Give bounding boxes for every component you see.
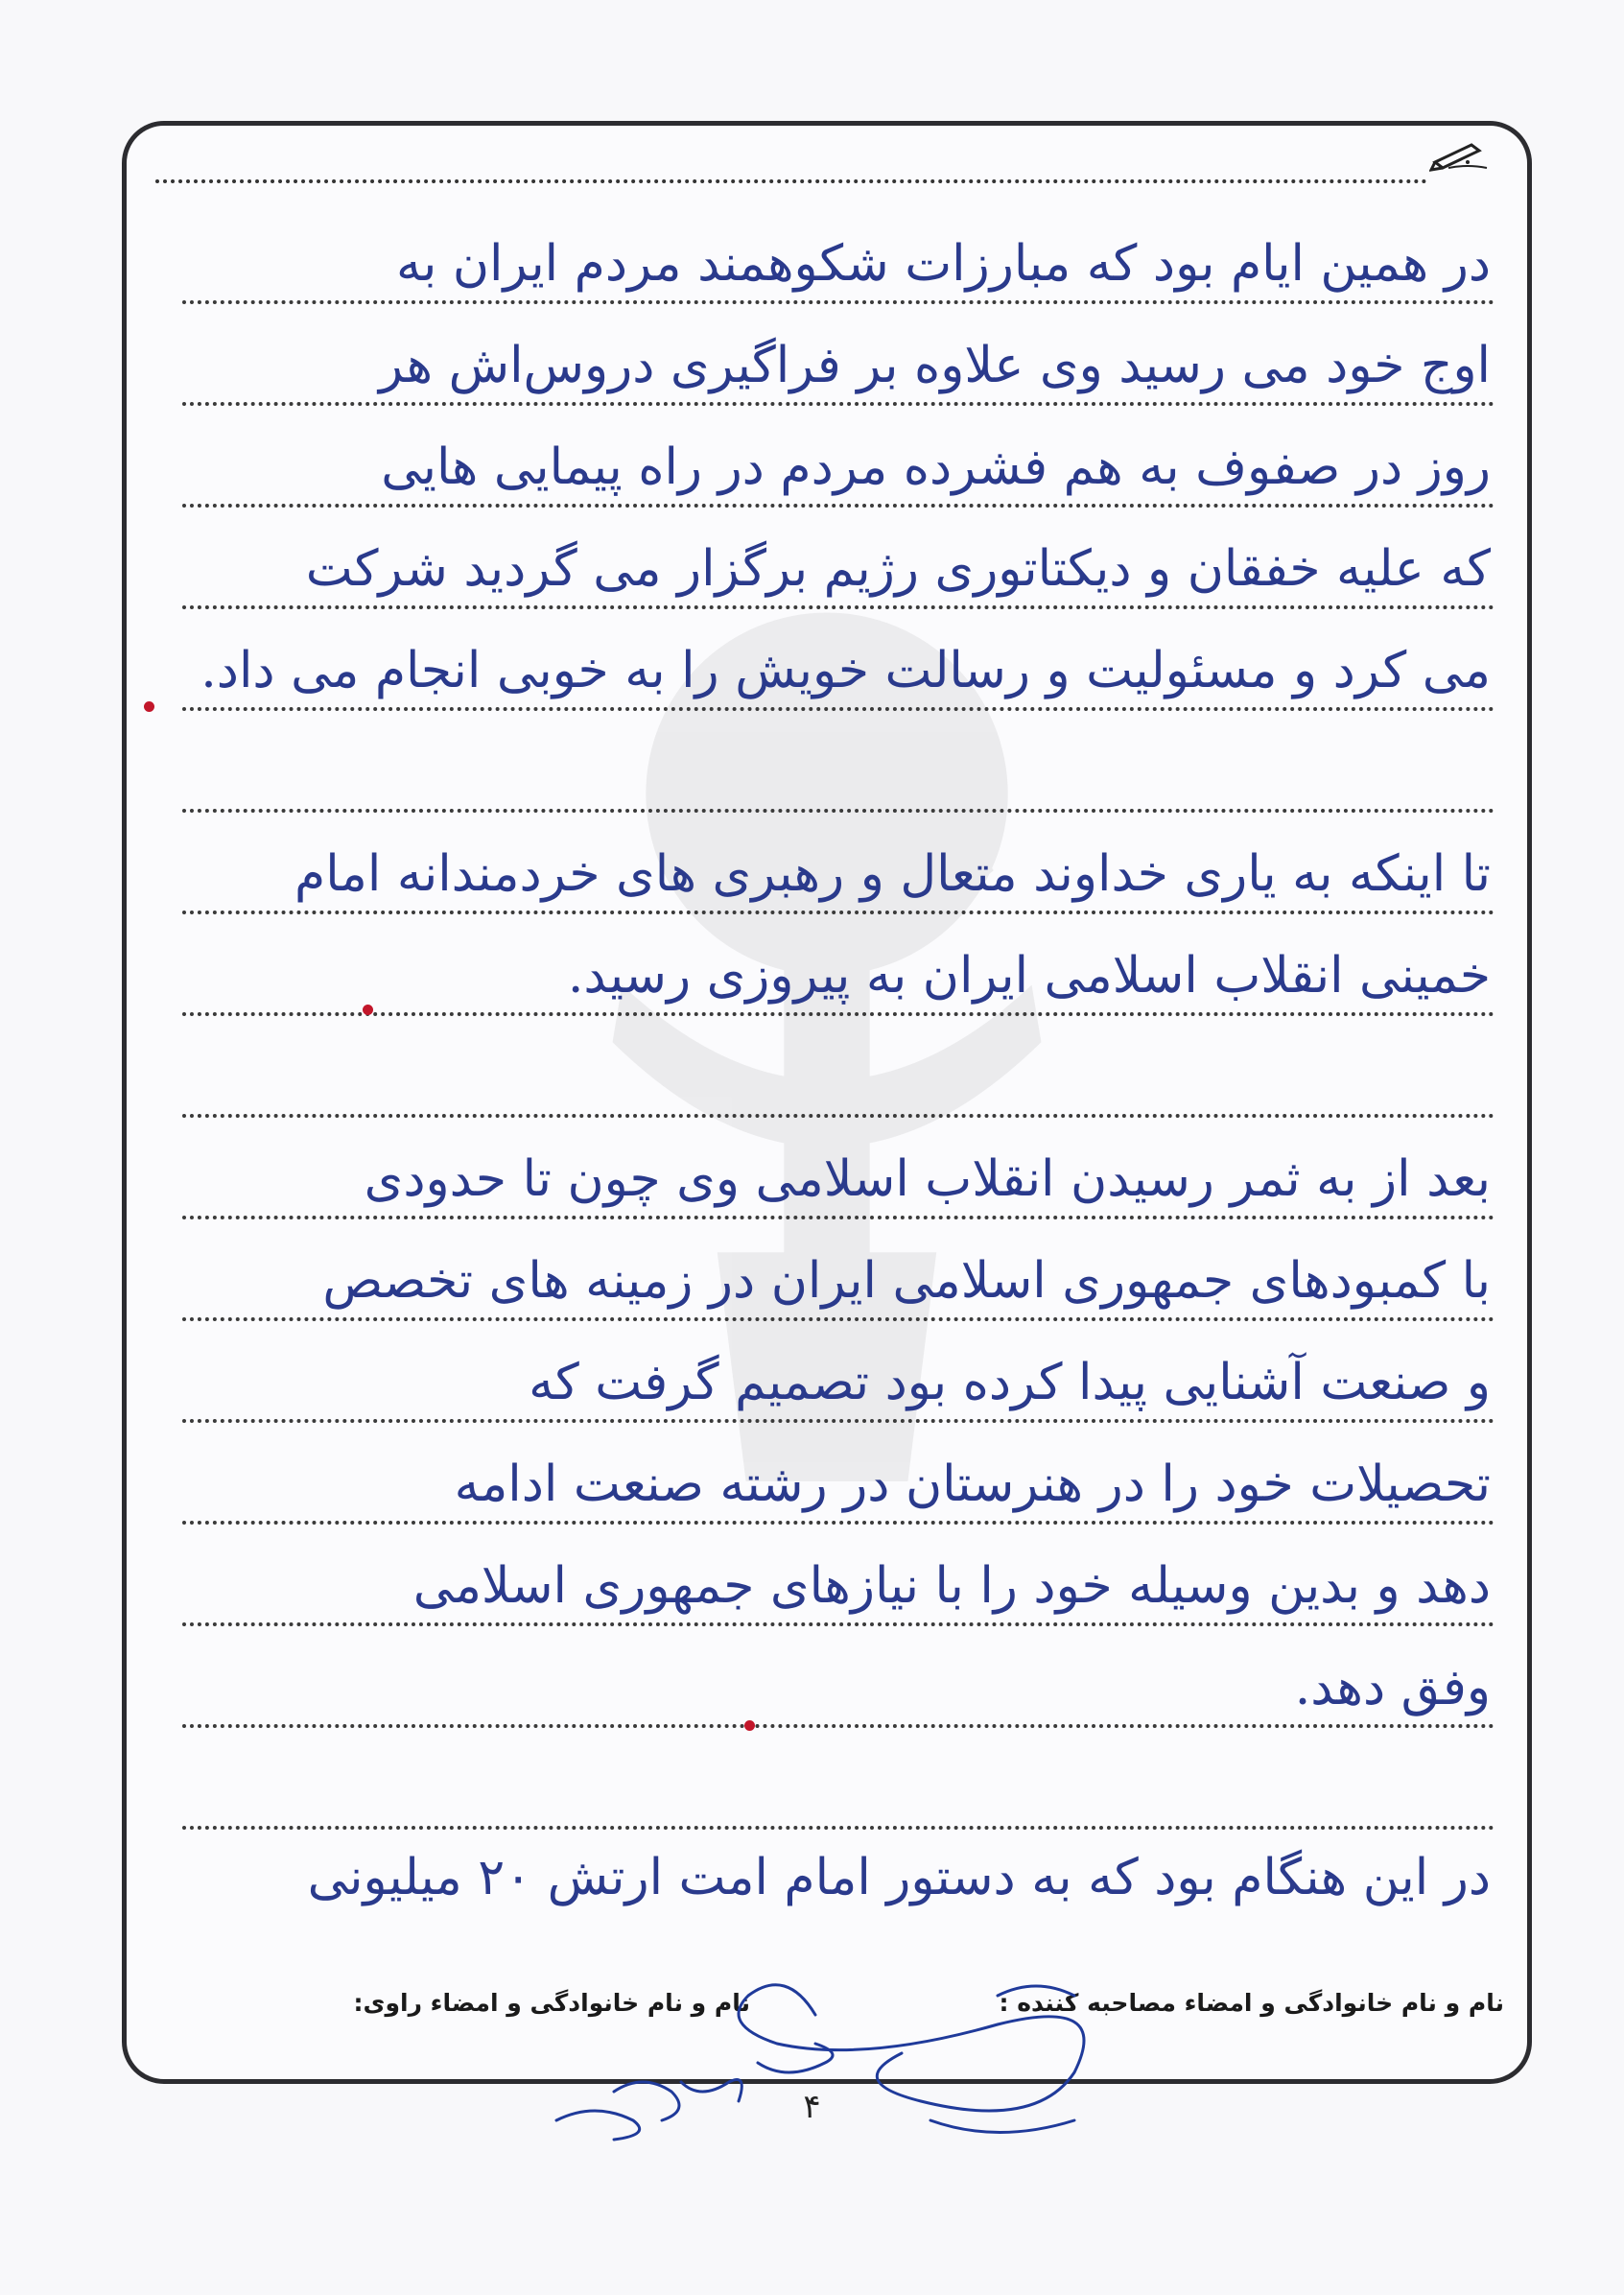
handwritten-line: خمینی انقلاب اسلامی ایران به پیروزی رسید. [182,939,1495,1016]
page-number: ۴ [803,2088,821,2126]
handwritten-line: با کمبودهای جمهوری اسلامی ایران در زمینه های تخصص [182,1244,1495,1321]
handwritten-line: که علیه خفقان و دیکتاتوری رژیم برگزار می گردید شرکت [182,532,1495,609]
handwritten-line: اوج خود می رسید وی علاوه بر فراگیری دروس‌اش هر [182,329,1495,406]
narrator-signature-label: نام و نام خانوادگی و امضاء راوی: [353,1989,750,2017]
handwritten-line: و صنعت آشنایی پیدا کرده بود تصمیم گرفت که [182,1346,1495,1423]
red-mark [363,1005,373,1015]
handwritten-line: دهد و بدین وسیله خود را با نیازهای جمهوری اسلامی [182,1550,1495,1626]
handwritten-line: در همین ایام بود که مبارزات شکوهمند مردم ایران به [182,227,1495,304]
handwritten-line [182,1041,1495,1118]
red-mark [744,1720,755,1731]
handwritten-line: بعد از به ثمر رسیدن انقلاب اسلامی وی چون تا حدودی [182,1143,1495,1219]
handwritten-line: می کرد و مسئولیت و رسالت خویش را به خوبی انجام می داد. [182,634,1495,711]
handwriting-area [182,126,1495,2079]
signature-footer [127,1964,1527,2041]
handwritten-line [182,1753,1495,1830]
red-mark [144,701,154,712]
handwritten-line: تا اینکه به یاری خداوند متعال و رهبری های خردمندانه امام [182,838,1495,914]
handwritten-line: روز در صفوف به هم فشرده مردم در راه پیمایی هایی [182,431,1495,508]
handwritten-line: در این هنگام بود که به دستور امام امت ارتش ۲۰ میلیونی [307,1849,1491,1906]
form-frame [122,121,1532,2084]
handwritten-line [182,736,1495,813]
handwritten-line: تحصیلات خود را در هنرستان در رشته صنعت ادامه [182,1448,1495,1525]
interviewer-signature-label: نام و نام خانوادگی و امضاء مصاحبه کننده : [999,1989,1504,2017]
handwritten-line: وفق دهد. [182,1651,1495,1728]
